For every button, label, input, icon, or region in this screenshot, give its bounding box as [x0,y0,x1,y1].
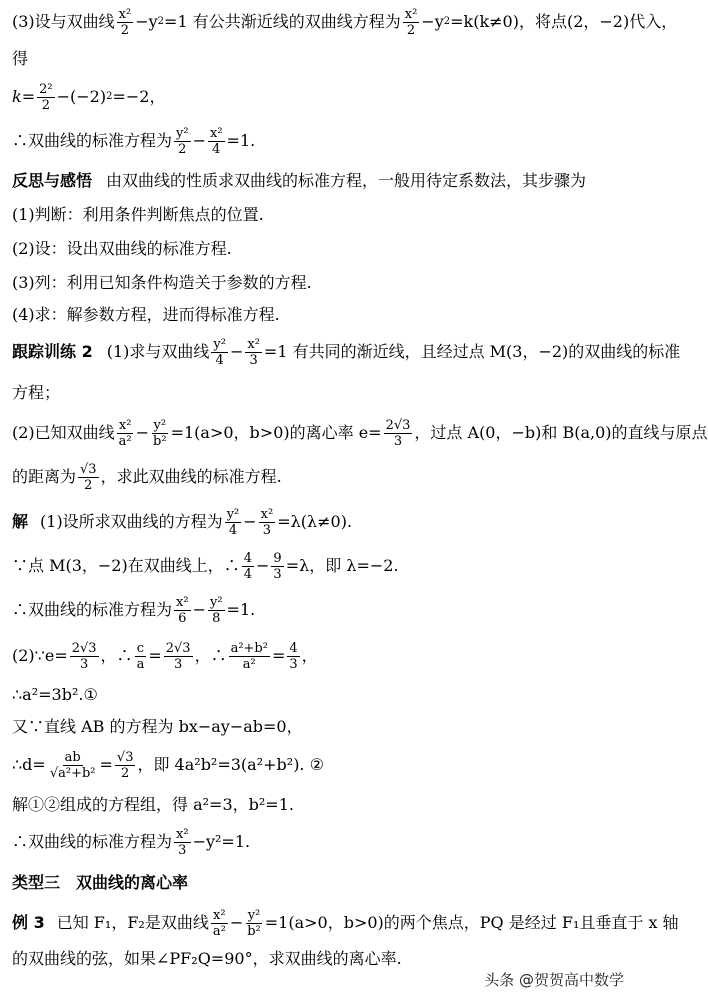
text: =1. [226,600,256,619]
numerator: 9 [273,550,282,566]
denominator: 3 [79,656,89,672]
solution-line-7 [12,744,632,786]
denominator: 2 [121,765,130,781]
reflection-intro [12,170,632,192]
fraction [242,552,254,581]
type3-heading [12,872,632,894]
text: =−2， [112,87,166,106]
text: 解①②组成的方程组，得 a²=3，b²=1. [12,795,294,814]
solution-line-1 [12,504,632,540]
solution-line-6 [12,716,632,738]
denominator: 4 [228,522,238,538]
practice-q2-cont [12,458,632,496]
fraction [37,83,54,112]
text: ∴d= [12,755,46,774]
fraction [271,552,283,581]
text: =λ(λ≠0). [277,512,353,531]
denominator: 3 [174,656,183,672]
section-heading: 类型三 双曲线的离心率 [12,873,189,892]
practice-q1 [12,334,681,370]
reflection-step [12,238,632,260]
numerator: a²+b² [230,640,268,656]
fraction [208,127,225,156]
denominator: a² [212,923,226,939]
watermark [484,973,624,988]
reflection-step [12,204,632,226]
text: =1. [226,131,256,150]
fraction [384,419,413,448]
text: (4)求：解参数方程，进而得标准方程. [12,305,280,324]
fraction [211,338,228,367]
denominator: 3 [249,352,258,368]
equals: = [99,755,113,774]
text: =1 有共同的渐近线，且经过点 M(3，−2)的双曲线的标准 [263,342,681,361]
denominator: a² [118,433,132,449]
numerator: y² [226,506,240,522]
text: ∴双曲线的标准方程为 [12,600,173,619]
denominator: 4 [215,352,224,368]
numerator: 2√3 [71,640,97,656]
text: ，即 4a²b²=3(a²+b²). ② [137,755,324,774]
numerator: 4 [289,640,298,656]
numerator: x² [247,336,260,352]
example-label: 例 3 [12,913,45,932]
text: ，求此双曲线的标准方程. [100,467,282,486]
fraction [211,909,228,938]
numerator: x² [209,125,223,141]
equals: = [148,646,162,665]
numerator: y² [153,417,167,433]
numerator: √3 [116,749,134,765]
text: (2)已知双曲线 [12,423,115,442]
denominator: 8 [212,610,221,626]
denominator: 2 [406,22,416,38]
numerator: y² [247,907,261,923]
part3-line-4 [12,124,632,158]
denominator: 3 [393,433,403,449]
fraction [245,338,262,367]
superscript: 2 [106,91,113,102]
denominator: 3 [289,656,298,672]
fraction [259,508,276,537]
superscript: 2 [157,16,165,27]
text: ∴a²=3b².① [12,685,98,704]
text: (3)设与双曲线 [12,12,115,31]
fraction [225,508,242,537]
fraction [135,642,147,671]
numerator: x² [260,506,274,522]
text: (2)∵e= [12,646,68,665]
text: −(−2) [56,87,107,106]
minus: − [229,342,244,361]
minus: − [192,131,206,150]
watermark-text: 头条 @贺贺高中数学 [484,971,624,989]
fraction [208,596,225,625]
fraction [174,596,191,625]
numerator: x² [176,594,189,610]
numerator: x² [118,417,132,433]
minus: − [192,600,206,619]
text: ∵点 M(3，−2)在双曲线上，∴ [12,556,240,575]
text: ，∴ [100,646,133,665]
solution-line-5 [12,684,632,706]
practice-q1-cont [12,382,632,404]
denominator: 4 [212,141,221,157]
solution-line-3 [12,592,632,628]
fraction [70,642,99,671]
text: −y [135,12,158,31]
numerator: x² [213,907,226,923]
fraction [115,751,136,780]
text: ∴双曲线的标准方程为 [12,131,173,150]
practice-q2 [12,414,708,452]
superscript: 2 [443,16,451,27]
text: 的双曲线的弦，如果∠PF₂Q=90°，求双曲线的离心率. [12,949,402,968]
text: =1(a>0，b>0)的离心率 e= [170,423,382,442]
denominator: 3 [262,522,272,538]
text: ，∴ [194,646,227,665]
denominator: b² [153,433,167,449]
text: (1)设所求双曲线的方程为 [40,512,223,531]
numerator: y² [176,125,189,141]
denominator: 2 [120,22,130,38]
text: −y [421,12,444,31]
text: 得 [12,49,29,68]
fraction [245,909,263,938]
numerator: x² [176,826,189,842]
fraction [151,419,169,448]
text: k= [12,87,36,106]
reflection-text: 由双曲线的性质求双曲线的标准方程，一般用待定系数法，其步骤为 [106,171,587,190]
minus: − [229,913,244,932]
solution-line-2 [12,548,632,584]
minus: − [256,556,270,575]
text: ，过点 A(0，−b)和 B(a,0)的直线与原点 [414,423,708,442]
text: =1(a>0，b>0)的两个焦点，PQ 是经过 F₁且垂直于 x 轴 [264,913,679,932]
text: =1 有公共渐近线的双曲线方程为 [164,12,401,31]
fraction [287,642,299,671]
practice-heading: 跟踪训练 2 [12,342,93,361]
denominator: 3 [273,566,282,582]
text: −y²=1. [192,832,251,851]
text: (2)设：设出双曲线的标准方程. [12,239,232,258]
text: 方程； [12,383,61,402]
text: (3)列：利用已知条件构造关于参数的方程. [12,273,312,292]
numerator: x² [118,6,132,22]
text: (1)求与双曲线 [106,342,210,361]
fraction [164,642,193,671]
fraction [174,127,191,156]
denominator: 2 [84,477,93,493]
numerator: 4 [243,550,253,566]
numerator: 2√3 [165,640,191,656]
reflection-step [12,304,632,326]
minus: − [243,512,257,531]
fraction [174,828,191,857]
numerator: y² [213,336,226,352]
text: ， [301,646,318,665]
fraction [117,8,134,37]
text: (1)判断：利用条件判断焦点的位置. [12,205,264,224]
text: ∴双曲线的标准方程为 [12,832,173,851]
denominator: 3 [178,842,187,858]
example3-line-2 [12,948,632,970]
numerator: √3 [80,461,97,477]
denominator: 2 [178,141,187,157]
denominator: √a²+b² [49,765,96,781]
text: =λ，即 λ=−2. [285,556,399,575]
fraction [48,751,98,780]
numerator: x² [404,6,418,22]
part3-line-3 [12,80,632,114]
denominator: 2 [41,97,50,113]
text: 已知 F₁，F₂是双曲线 [56,913,209,932]
text: 又∵直线 AB 的方程为 bx−ay−ab=0， [12,717,303,736]
fraction [78,463,99,492]
solution-line-9 [12,824,632,860]
equals: = [271,646,286,665]
fraction [403,8,420,37]
numerator: 2√3 [385,417,411,433]
numerator: c [136,640,145,656]
denominator: 4 [243,566,253,582]
solution-line-4 [12,636,632,676]
example3-line-1 [12,904,679,942]
fraction [117,419,134,448]
numerator: 2² [39,81,53,97]
fraction [229,642,270,671]
denominator: b² [247,923,261,939]
text: 的距离为 [12,467,77,486]
text: =k(k≠0)，将点(2，−2)代入， [450,12,678,31]
denominator: a² [242,656,256,672]
numerator: y² [209,594,223,610]
minus: − [135,423,150,442]
part3-line-1 [12,6,678,38]
solution-line-8 [12,794,632,816]
reflection-step [12,272,632,294]
denominator: a [136,656,145,672]
numerator: ab [64,749,81,765]
part3-line-2 [12,48,632,70]
reflection-heading: 反思与感悟 [12,171,93,190]
denominator: 6 [178,610,187,626]
solution-heading: 解 [12,512,29,531]
